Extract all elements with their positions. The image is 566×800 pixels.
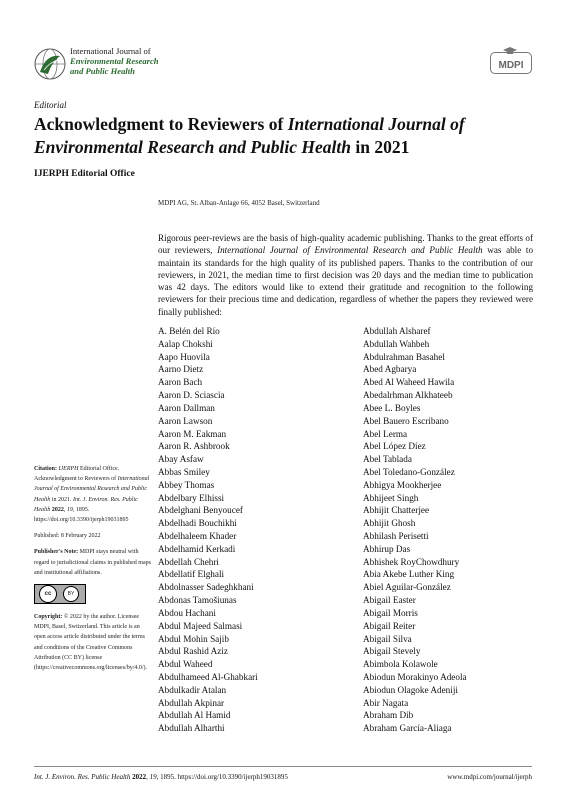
sidebar (34, 464, 152, 679)
citation-journal-short: Int. J. Environ. Res. Public Health (34, 496, 138, 513)
reviewer-name: Abhigya Mookherjee (363, 479, 442, 490)
reviewer-name: Abdul Majeed Salmasi (158, 620, 243, 631)
reviewer-name: Abdelghani Benyoucef (158, 505, 243, 516)
reviewer-name: Abraham García-Aliaga (363, 723, 452, 734)
reviewer-name: Abhijeet Singh (363, 492, 419, 503)
footer-journal-url[interactable]: www.mdpi.com/journal/ijerph (447, 773, 532, 781)
citation: Citation: IJERPH Editorial Office. Acknowledgment to Reviewers of International Journal of Environmental Research and Public Health in 2021. Int. J. Environ. Res. Public Health 2022, 19, 1895. https://doi.org/10.3390/ijerph19031895 (34, 466, 150, 524)
publisher-note-label: Publisher's Note: (34, 549, 79, 556)
publisher-note (34, 547, 152, 578)
copyright-text: © 2022 by the author. Licensee MDPI, Basel, Switzerland. This article is an open access article distributed under the terms and conditions of the Creative Commons Attribution (CC BY) license (https://creativecommons.org/licenses/by/4.0/). (34, 614, 148, 672)
reviewer-name: Abdelbary Elhissi (158, 492, 225, 503)
reviewer-name: Abbas Smiley (158, 466, 210, 477)
reviewer-name: Abdelhamid Kerkadi (158, 543, 236, 554)
reviewer-name: Abhilash Perisetti (363, 531, 429, 541)
reviewer-name: Abraham Dib (363, 710, 414, 721)
cc-by-icon[interactable] (34, 584, 86, 604)
footer-doi: , 1895. https://doi.org/10.3390/ijerph19031895 (156, 773, 288, 781)
footer-volume: 19 (149, 773, 157, 781)
publisher-note-text: MDPI stays neutral with regard to jurisdictional claims in published maps and institutional affiliations. (34, 549, 151, 576)
abstract-journal: International Journal of Environmental Research and Public Health (217, 245, 483, 256)
citation-text1: Editorial Office. Acknowledgment to Reviewers of (34, 466, 120, 483)
reviewer-name: Abdullah Al Hamid (158, 710, 231, 721)
reviewer-name: Abia Akebe Luther King (363, 569, 455, 580)
citation-label: Citation: (34, 466, 57, 472)
reviewer-name: Abay Asfaw (158, 454, 204, 465)
citation-text3: , 1895. https://doi.org/10.3390/ijerph19031895 (34, 506, 129, 524)
abstract-text-b: was able to maintain its standards for the high quality of its published papers. Thanks to the contribution of our reviewers, in 2021, the median time to first decision was 20 days and the median time to publication was 42 days. The editors would like to extend their gratitude and recognition to the following reviewers for their precious time and dedication, regardless of whether the papers they reviewed were finally published: (158, 245, 533, 317)
copyright (34, 612, 152, 673)
reviewer-name: Abdullah Alsharef (363, 326, 431, 336)
journal-name (70, 46, 159, 76)
reviewer-name: Aaron Bach (158, 377, 203, 388)
reviewer-name: Aalap Chokshi (158, 338, 213, 349)
reviewer-name: Aaron D. Sciascia (158, 390, 225, 401)
reviewer-name: Abdou Hachani (158, 607, 216, 618)
reviewer-name: Abdulrahman Basahel (363, 351, 445, 362)
by-icon: BY (63, 586, 79, 602)
journal-name-line2: Environmental Research (70, 56, 159, 66)
footer-divider (34, 766, 532, 767)
reviewer-name: Abdolnasser Sadeghkhani (158, 582, 254, 593)
reviewer-name: Abel Bauero Escribano (363, 415, 449, 426)
reviewer-name: Abel Lerma (363, 428, 408, 439)
reviewer-name: Abdellatif Elghali (158, 569, 225, 580)
journal-name-line3: and Public Health (70, 66, 135, 76)
reviewer-name: Aarno Dietz (158, 364, 204, 375)
article-type: Editorial (34, 100, 67, 110)
author-affiliation: MDPI AG, St. Alban-Anlage 66, 4052 Basel, Switzerland (158, 199, 320, 207)
reviewer-name: Abigail Reiter (363, 620, 416, 631)
footer-journal: Int. J. Environ. Res. Public Health (34, 773, 131, 781)
reviewer-list-left (158, 325, 258, 735)
citation-text2: in 2021. (50, 496, 74, 503)
reviewer-name: Abdul Waheed (158, 659, 213, 670)
reviewer-name: Abel Tablada (363, 454, 412, 465)
reviewer-name: Abed Agbarya (363, 364, 417, 375)
reviewer-name: A. Belén del Río (158, 326, 220, 336)
abstract-text-a: Rigorous peer-reviews are the basis of high-quality academic publishing. Thanks to the great efforts of our reviewers, (158, 233, 533, 256)
reviewer-name: Abedalrhman Alkhateeb (363, 390, 453, 401)
reviewer-name: Abdullah Akpinar (158, 697, 225, 708)
reviewer-name: Aaron Dallman (158, 402, 215, 413)
reviewer-name: Abdellah Chehri (158, 556, 219, 567)
reviewer-name: Abiel Aguilar-González (363, 582, 451, 593)
citation-volume: 19 (66, 506, 73, 513)
reviewer-name: Abdul Mohin Sajib (158, 633, 229, 644)
reviewer-name: Abel López Díez (363, 441, 426, 452)
reviewer-name: Abed Al Waheed Hawila (363, 377, 455, 388)
mdpi-logo (490, 52, 532, 74)
mdpi-cap-icon (503, 47, 517, 55)
reviewer-name: Abdullah Alharthi (158, 723, 225, 734)
reviewer-name: Abiodun Morakinyo Adeola (363, 671, 467, 682)
reviewer-name: Abigail Easter (363, 595, 416, 606)
published-date: Published: 8 February 2022 (34, 533, 101, 540)
reviewer-name: Aaron R. Ashbrook (158, 441, 230, 452)
reviewer-name: Abhirup Das (363, 543, 411, 554)
reviewer-name: Abigail Silva (363, 633, 412, 644)
reviewer-name: Abdulkadir Atalan (158, 684, 227, 695)
reviewer-name: Abbey Thomas (158, 479, 215, 490)
reviewer-name: Abhishek RoyChowdhury (363, 556, 460, 567)
reviewer-name: Abigail Stevely (363, 646, 421, 657)
title-part1: Acknowledgment to Reviewers of (34, 114, 288, 134)
abstract (158, 232, 533, 318)
reviewer-name: Aaron M. Eakman (158, 428, 227, 439)
reviewer-name: Abdonas Tamošiunas (158, 595, 237, 606)
citation-journal-abbr: IJERPH (58, 466, 79, 472)
article-author: IJERPH Editorial Office (34, 169, 135, 179)
footer-citation: Int. J. Environ. Res. Public Health 2022, 19, 1895. https://doi.org/10.3390/ijerph19031895 (34, 773, 288, 781)
title-part2: in 2021 (350, 137, 410, 157)
reviewer-name: Abdelhadi Bouchikhi (158, 518, 237, 529)
reviewer-name: Abir Nagata (363, 697, 409, 708)
reviewer-name: Abdelhaleem Khader (158, 531, 237, 541)
cc-icon: cc (39, 585, 57, 603)
copyright-label: Copyright: (34, 614, 63, 621)
reviewer-name: Abdul Rashid Aziz (158, 646, 228, 657)
reviewer-name: Abigail Morris (363, 607, 418, 618)
reviewer-name: Abhijit Ghosh (363, 518, 416, 529)
reviewer-list-right (363, 325, 467, 735)
reviewer-name: Aaron Lawson (158, 415, 213, 426)
footer-year: 2022 (132, 773, 147, 781)
reviewer-name: Abdullah Wahbeh (363, 338, 430, 349)
article-title (34, 113, 534, 159)
journal-name-line1: International Journal of (70, 46, 151, 56)
reviewer-name: Abiodun Olagoke Adeniji (363, 684, 458, 695)
reviewer-name: Aapo Huovila (158, 351, 210, 362)
citation-journal-full: International Journal of Environmental Research and Public Health (34, 476, 150, 503)
mdpi-logo-text: MDPI (498, 60, 524, 71)
title-journal: International Journal of Environmental Research and Public Health (34, 114, 465, 157)
reviewer-name: Abhijit Chatterjee (363, 505, 430, 516)
reviewer-name: Abdulhameed Al-Ghabkari (158, 671, 258, 682)
citation-year: 2022 (51, 506, 64, 513)
reviewer-name: Abee L. Boyles (363, 402, 421, 413)
journal-logo-icon (34, 48, 66, 80)
reviewer-name: Abimbola Kolawole (363, 659, 438, 670)
reviewer-name: Abel Toledano-González (363, 466, 455, 477)
